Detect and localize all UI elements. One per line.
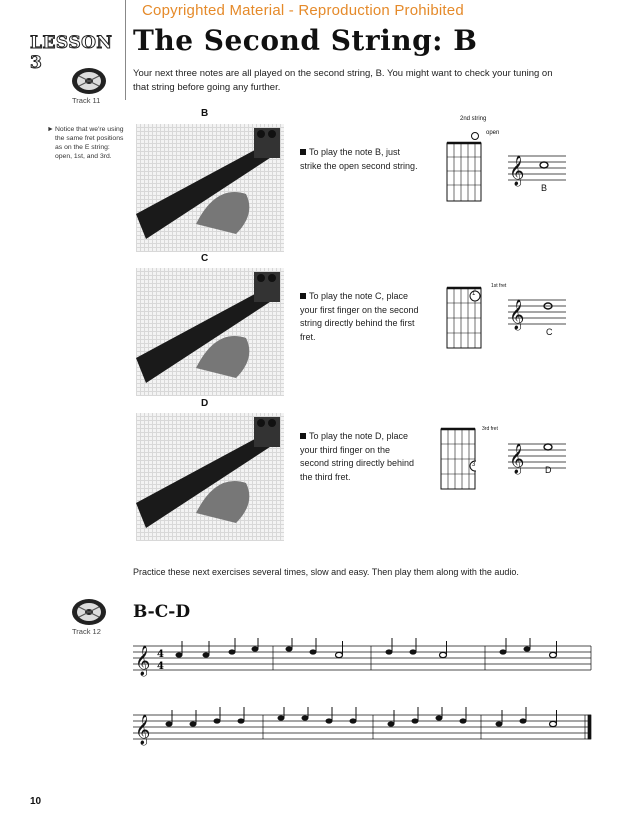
- note-desc-b: To play the note B, just strike the open second string.: [300, 147, 418, 171]
- side-note: [47, 125, 125, 161]
- staff-label-c: C: [546, 327, 553, 337]
- bullet-square: [300, 293, 306, 299]
- fretboard-diagram-d: [440, 427, 476, 491]
- string-label: 2nd string: [460, 116, 487, 122]
- treble-clef-icon: 𝄞: [509, 300, 525, 330]
- track-label: Track 11: [72, 96, 101, 105]
- treble-clef-icon: 𝄞: [135, 715, 151, 745]
- note-desc-d: To play the note D, place your third finger on the second string directly behind the third fret.: [300, 431, 415, 482]
- note-heading-c: C: [201, 253, 209, 264]
- music-staff-1: [133, 638, 593, 678]
- exercise-title: B-C-D: [133, 602, 191, 622]
- finger-number-c: 1: [472, 291, 476, 297]
- finger-number-d: 3: [472, 462, 476, 468]
- fretboard-diagram-c: [446, 286, 482, 350]
- hand-photo-c: [136, 268, 284, 396]
- staff-c: [508, 292, 568, 332]
- treble-clef-icon: 𝄞: [135, 646, 151, 676]
- side-note-text: Notice that we're using the same fret positions as on the E string: open, 1st, and 3rd.: [55, 126, 124, 160]
- note-desc-c: To play the note C, place your first finger on the second string directly behind the first fret.: [300, 291, 419, 342]
- hand-photo-d: [136, 413, 284, 541]
- lesson-label: LESSON 3: [30, 33, 113, 73]
- music-staff-2: [133, 707, 593, 747]
- copyright-notice: Copyrighted Material - Reproduction Prohibited: [142, 2, 464, 19]
- staff-label-d: D: [545, 465, 552, 475]
- fret-label-d: 3rd fret: [482, 426, 498, 432]
- header-divider: [125, 0, 126, 100]
- page-number: 10: [30, 796, 42, 807]
- cd-icon: [69, 597, 109, 629]
- staff-d: [508, 436, 568, 476]
- open-label: open: [486, 130, 500, 136]
- note-heading-d: D: [201, 398, 209, 409]
- bullet-square: [300, 433, 306, 439]
- time-signature-bottom: 4: [157, 661, 164, 672]
- staff-b: [508, 148, 568, 188]
- pointer-icon: ►: [47, 126, 54, 133]
- fret-label-c: 1st fret: [491, 283, 507, 289]
- page-title: The Second String: B: [133, 24, 478, 57]
- cd-icon: [69, 66, 109, 98]
- fretboard-diagram-b: [446, 131, 482, 203]
- treble-clef-icon: 𝄞: [509, 156, 525, 186]
- note-heading-b: B: [201, 108, 209, 119]
- staff-label-b: B: [541, 183, 548, 193]
- treble-clef-icon: 𝄞: [509, 444, 525, 474]
- practice-paragraph: Practice these next exercises several times, slow and easy. Then play them along with the audio.: [133, 567, 519, 577]
- intro-paragraph: Your next three notes are all played on the second string, B. You might want to check your tuning on that string before going any further.: [133, 68, 553, 93]
- hand-photo-b: [136, 124, 284, 252]
- bullet-square: [300, 149, 306, 155]
- time-signature-top: 4: [157, 649, 164, 660]
- track-label: Track 12: [72, 627, 101, 636]
